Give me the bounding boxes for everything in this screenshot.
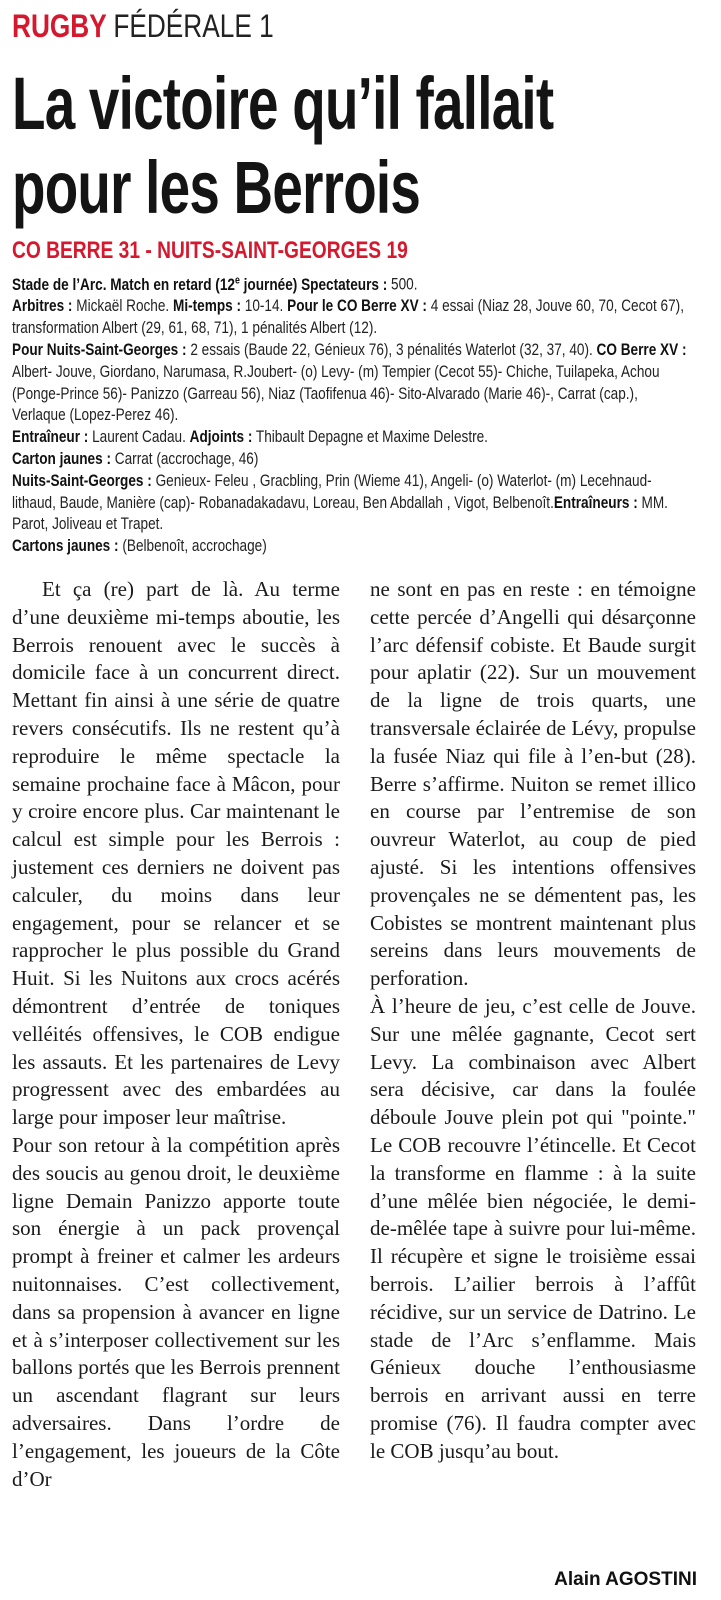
competition-label: FÉDÉRALE 1 xyxy=(113,8,274,44)
article-paragraph-3: À l’heure de jeu, c’est celle de Jouve. Sur une mêlée gagnante, Cecot sert Levy. La combinaison avec Albert sera décisive, car dans la foulée déboule Jouve plein pot qui "pointe." Le COB recouvre l’étincelle. Et Cecot la transforme en flamme : à la suite d’une mêlée bien négociée, le demi-de-mêlée tape à suivre pour lui-même. Il récupère et signe le troisième essai berrois. L’ailier berrois à l’affût récidive, sur un service de Datrino. Le stade de l’Arc s’enflamme. Mais Génieux douche l’enthousiasme berrois en arrivant aussi en terre promise (76). Il faudra compter avec le COB jusqu’au bout. xyxy=(370,993,696,1463)
nsg-team-line: Nuits-Saint-Georges : Genieux- Feleu , Gracbling, Prin (Wieme 41), Angeli- (o) Waterlot- (m) Lecehnaud- lithaud, Baude, Manière (cap)- Robanadakadavu, Loreau, Ben Abdallah , Vigot, Belbenoît.Entraîneurs : MM. Parot, Joliveau et Trapet. xyxy=(12,470,668,534)
match-facts xyxy=(12,270,692,557)
article-paragraph-2-start: Pour son retour à la compétition après des soucis au genou droit, le deuxième ligne Demain Panizzo apporte toute son énergie à un pack provençal prompt à freiner et calmer les ardeurs nuitonnaises. C’est collectivement, dans sa propension à avancer en ligne et à s’interposer collectivement sur les ballons portés que les Berrois prennent un ascendant flagrant sur leurs adversaires. Dans l’ordre de l’engagement, les joueurs de la Côte d’Or xyxy=(12,1132,340,1491)
spectators-value: 500. xyxy=(387,274,418,294)
article-paragraph-1: Et ça (re) part de là. Au terme d’une deuxième mi-temps aboutie, les Berrois renouent avec le succès à domicile face à un concurrent direct. Mettant fin ainsi à une série de quatre revers consécutifs. Ils ne restent qu’à reproduire le même spectacle la semaine prochaine face à Mâcon, pour y croire encore plus. Car maintenant le calcul est simple pour les Berrois : justement ces derniers ne doivent pas calculer, du moins dans leur engagement, pour se relancer et se rapprocher le plus possible du Grand Huit. Si les Nuitons aux crocs acérés démontrent d’entrée de toniques velléités offensives, le COB endigue les assauts. Et les partenaires de Levy progressent avec des embardées au large pour imposer leur maîtrise. xyxy=(12,577,340,1130)
article-column-right xyxy=(370,576,696,1466)
article-column-left xyxy=(12,576,340,1493)
nsg-scoring-line: Pour Nuits-Saint-Georges : 2 essais (Baude 22, Génieux 76), 3 pénalités Waterlot (32, 37, 40). CO Berre XV : Albert- Jouve, Giordano, Narumasa, R.Joubert- (o) Levy- (m) Tempier (Cecot 55)- Chiche, Tuilapeka, Achou (Ponge-Prince 56)- Panizzo (Garreau 56), Niaz (Taofifenua 46)- Sito-Alvarado (Marie 46)-, Carrat (cap.), Verlaque (Lopez-Perez 46). xyxy=(12,340,687,425)
rubric-label: RUGBY xyxy=(12,8,107,44)
officials-line: Arbitres : Mickaël Roche. Mi-temps : 10-14. Pour le CO Berre XV : 4 essai (Niaz 28, Jouve 60, 70, Cecot 67), transformation Albert (29, 61, 68, 71), 1 pénalités Albert (12). xyxy=(12,296,684,338)
author-byline: Alain AGOSTINI xyxy=(554,1569,697,1590)
article-paragraph-2-end: ne sont en pas en reste : en témoigne cette percée d’Angelli qui désarçonne l’arc défensif cobiste. Et Baude surgit pour aplatir (22). Sur un mouvement de la ligne de trois quarts, une transversale éclairée de Lévy, propulse la fusée Niaz qui file à l’en-but (28). Berre s’affirme. Nuiton se remet illico en course par l’entremise de son ouvreur Waterlot, au coup de pied ajusté. Si les intentions offensives provençales ne se démentent pas, les Cobistes se montrent maintenant plus sereins dans leurs mouvements de perforation. xyxy=(370,577,696,991)
headline-line-1: La victoire qu’il fallait xyxy=(12,62,554,145)
venue-line xyxy=(12,270,692,295)
headline xyxy=(12,62,553,230)
cob-staff-line: Entraîneur : Laurent Cadau. Adjoints : Thibault Depagne et Maxime Delestre. xyxy=(12,427,488,447)
nsg-yellow-line: Cartons jaunes : (Belbenoît, accrochage) xyxy=(12,536,267,556)
venue-label: Stade de l’Arc. Match en retard (12e journée) Spectateurs : xyxy=(12,274,388,294)
score-line: CO BERRE 31 - NUITS-SAINT-GEORGES 19 xyxy=(12,237,408,264)
headline-line-2: pour les Berrois xyxy=(12,146,421,229)
cob-yellow-line: Carton jaunes : Carrat (accrochage, 46) xyxy=(12,449,259,469)
section-kicker xyxy=(12,6,274,46)
